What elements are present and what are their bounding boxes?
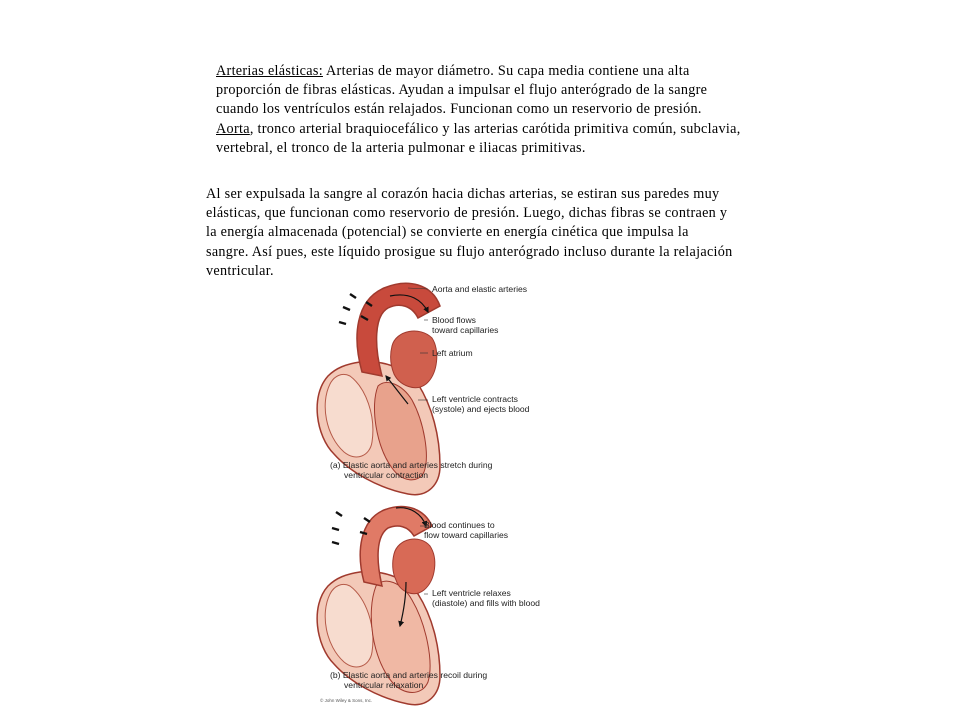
- para2-line-2: elásticas, que funcionan como reservorio de presión. Luego, dichas fibras se contraen y: [206, 205, 728, 222]
- label-blood-continues: Blood continues to: [424, 520, 495, 530]
- caption-b-line-2: ventricular relaxation: [344, 680, 424, 690]
- label-blood-flows: Blood flows: [432, 315, 476, 325]
- para1-line-3: cuando los ventrículos están relajados. Funcionan como un reservorio de presión.: [216, 101, 702, 118]
- caption-a-line-2: ventricular contraction: [344, 470, 429, 480]
- label-aorta-elastic-arteries: Aorta and elastic arteries: [432, 284, 528, 294]
- label-flow-toward-capillaries: flow toward capillaries: [424, 530, 509, 540]
- para1-line-5: vertebral, el tronco de la arteria pulmonar e iliacas primitivas.: [216, 139, 586, 156]
- caption-a-line-1: (a) Elastic aorta and arteries stretch during: [330, 460, 493, 470]
- elastic-arteries-paragraph: [216, 62, 816, 158]
- panel-a-left-atrium-shape: [391, 331, 437, 388]
- para1-line-4: Aorta, tronco arterial braquiocefálico y las arterias carótida primitiva común, subclavia,: [216, 120, 741, 137]
- heart-elastic-arteries-figure: [300, 276, 590, 712]
- label-left-ventricle-relaxes: Left ventricle relaxes: [432, 588, 511, 598]
- panel-b-left-atrium-shape: [393, 539, 435, 594]
- para2-line-4: sangre. Así pues, este líquido prosigue su flujo anterógrado incluso durante la relajación: [206, 243, 733, 260]
- label-toward-capillaries: toward capillaries: [432, 325, 499, 335]
- copyright-notice: © John Wiley & Sons, Inc.: [320, 698, 373, 703]
- para2-line-3: la energía almacenada (potencial) se convierte en energía cinética que impulsa la: [206, 224, 689, 241]
- para1-line-1: Arterias elásticas: Arterias de mayor diámetro. Su capa media contiene una alta: [216, 63, 690, 79]
- figure-illustration: [300, 276, 590, 712]
- para1-line-2: proporción de fibras elásticas. Ayudan a impulsar el flujo anterógrado de la sangre: [216, 82, 708, 99]
- para2-line-1: Al ser expulsada la sangre al corazón hacia dichas arterias, se estiran sus paredes muy: [206, 186, 720, 202]
- label-left-ventricle-contracts: Left ventricle contracts: [432, 394, 518, 404]
- explanation-paragraph: [206, 185, 806, 281]
- label-diastole-fills: (diastole) and fills with blood: [432, 598, 540, 608]
- para2-line-5: ventricular.: [206, 262, 274, 279]
- term-aorta: Aorta: [216, 120, 250, 137]
- term-elastic-arteries: Arterias elásticas:: [216, 63, 323, 79]
- label-left-atrium: Left atrium: [432, 348, 473, 358]
- label-systole-ejects: (systole) and ejects blood: [432, 404, 530, 414]
- caption-b-line-1: (b) Elastic aorta and arteries recoil during: [330, 670, 488, 680]
